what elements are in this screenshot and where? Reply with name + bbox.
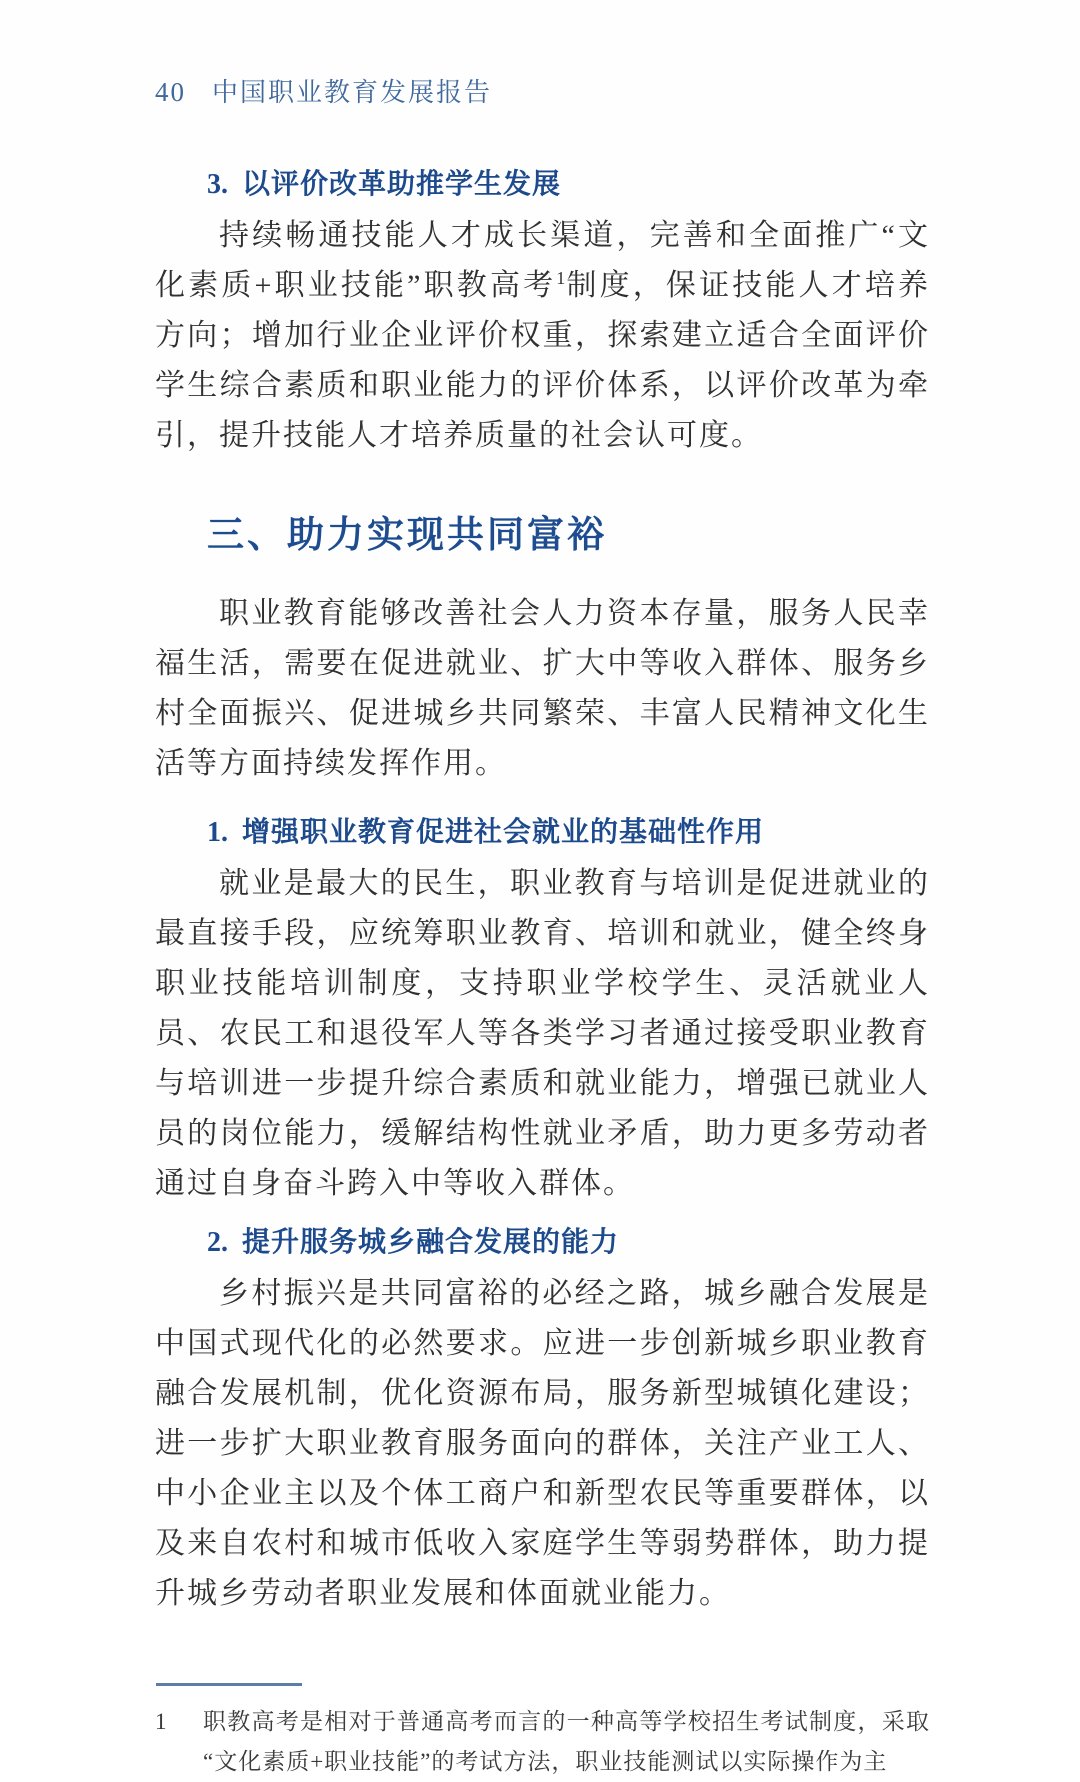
footnote-text: 职教高考是相对于普通高考而言的一种高等学校招生考试制度，采取“文化素质+职业技能”的考试方法，职业技能测试以实际操作为主	[203, 1709, 930, 1774]
chapter-intro-paragraph: 职业教育能够改善社会人力资本存量，服务人民幸福生活，需要在促进就业、扩大中等收入群体、服务乡村全面振兴、促进城乡共同繁荣、丰富人民精神文化生活等方面持续发挥作用。	[155, 597, 930, 780]
page-number: 40	[155, 77, 186, 107]
footnote-divider	[156, 1683, 302, 1686]
section-3-title: 以评价改革助推学生发展	[242, 169, 562, 200]
section-3-number: 3.	[207, 169, 228, 200]
subsection-1-number: 1.	[207, 817, 228, 848]
page-header	[155, 72, 930, 109]
section-3-text-after-ref: 制度，保证技能人才培养方向；增加行业企业评价权重，探索建立适合全面评价学生综合素质和职业能力的评价体系，以评价改革为牵引，提升技能人才培养质量的社会认可度。	[155, 269, 931, 452]
report-title: 中国职业教育发展报告	[212, 78, 493, 107]
section-3-paragraph	[155, 211, 930, 461]
subsection-2-heading	[155, 1223, 930, 1263]
chapter-heading: 三、助力实现共同富裕	[207, 515, 607, 556]
subsection-2-title: 提升服务城乡融合发展的能力	[242, 1227, 620, 1258]
subsection-2-paragraph: 乡村振兴是共同富裕的必经之路，城乡融合发展是中国式现代化的必然要求。应进一步创新城乡职业教育融合发展机制，优化资源布局，服务新型城镇化建设；进一步扩大职业教育服务面向的群体，关注产业工人、中小企业主以及个体工商户和新型农民等重要群体，以及来自农村和城市低收入家庭学生等弱势群体，助力提升城乡劳动者职业发展和体面就业能力。	[155, 1277, 930, 1610]
footnote-ref-superscript: 1	[556, 268, 566, 288]
footnote-marker: 1	[155, 1709, 168, 1734]
subsection-2-number: 2.	[207, 1227, 228, 1258]
footnote	[155, 1702, 930, 1782]
subsection-1-heading	[155, 813, 930, 853]
section-3-heading	[155, 165, 930, 205]
subsection-1-title: 增强职业教育促进社会就业的基础性作用	[242, 817, 765, 848]
subsection-1-paragraph: 就业是最大的民生，职业教育与培训是促进就业的最直接手段，应统筹职业教育、培训和就业，健全终身职业技能培训制度，支持职业学校学生、灵活就业人员、农民工和退役军人等各类学习者通过接受职业教育与培训进一步提升综合素质和就业能力，增强已就业人员的岗位能力，缓解结构性就业矛盾，助力更多劳动者通过自身奋斗跨入中等收入群体。	[155, 867, 930, 1200]
section-3-text-before-ref: 持续畅通技能人才成长渠道，完善和全面推广“文化素质+职业技能”职教高考	[155, 219, 930, 302]
